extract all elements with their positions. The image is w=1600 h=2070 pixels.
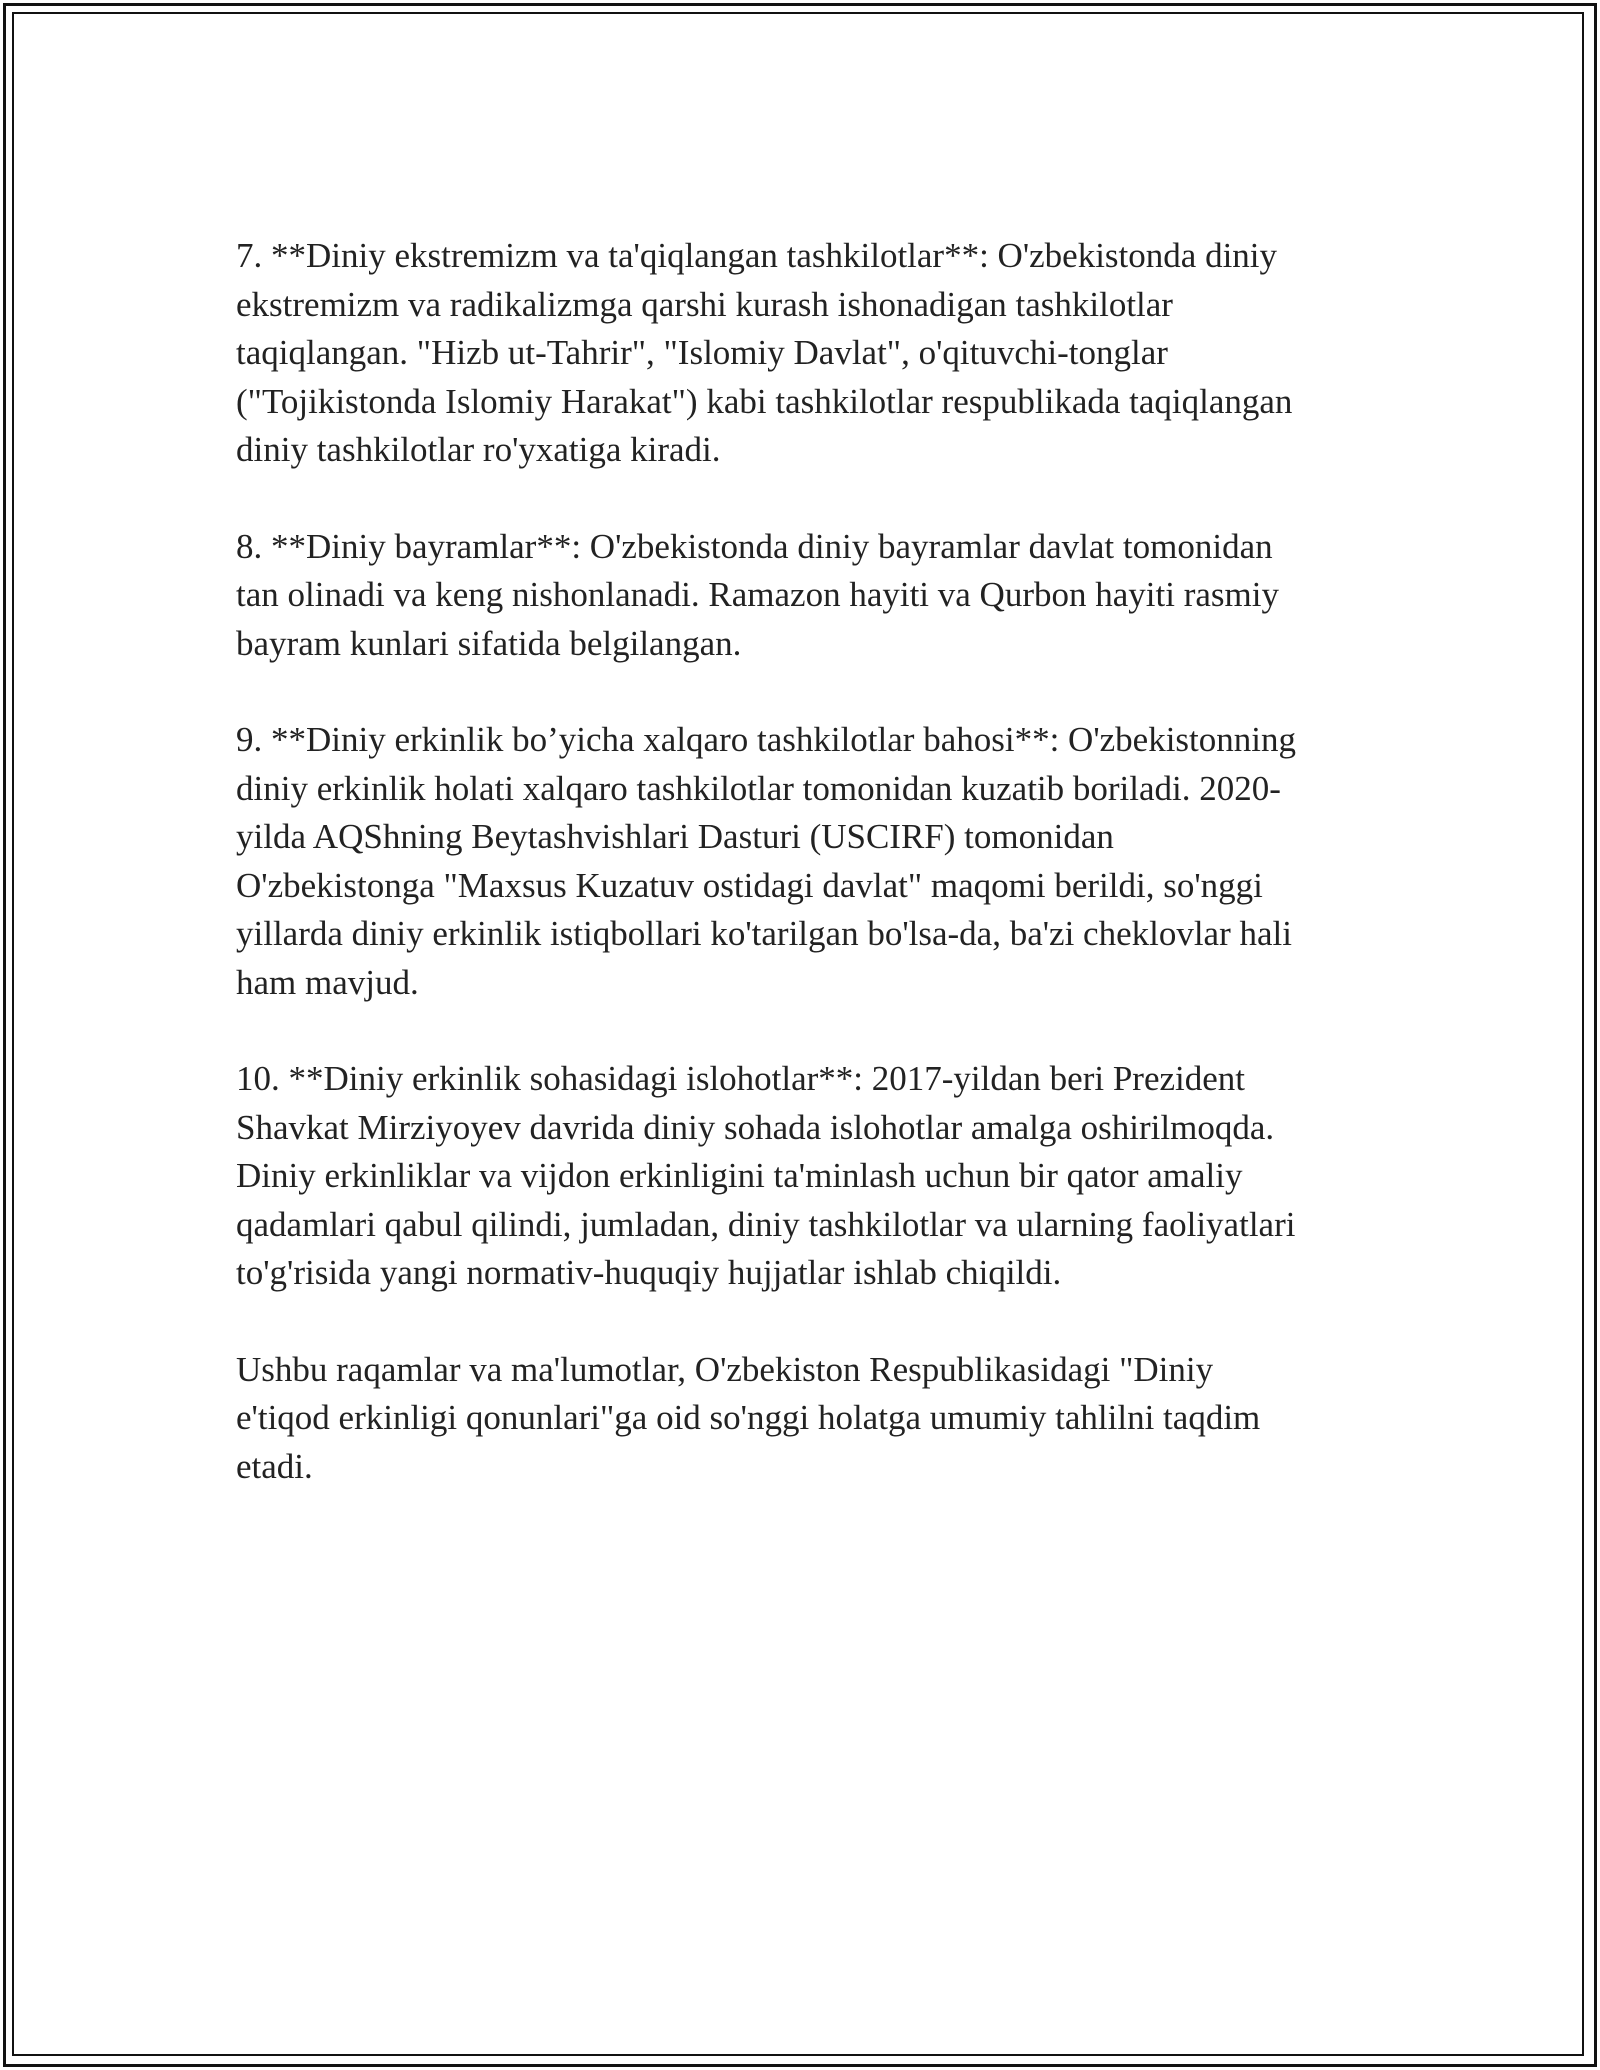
paragraph-item-9: 9. **Diniy erkinlik bo’yicha xalqaro tashkilotlar bahosi**: O'zbekistonning diniy erkinlik holati xalqaro tashkilotlar tomonidan kuzatib boriladi. 2020- yilda AQShning Beytashvishlari Dasturi (USCIRF) tomonidan O'zbekistonga "Maxsus Kuzatuv ostidagi davlat" maqomi berildi, so'nggi yillarda diniy erkinlik istiqbollari ko'tarilgan bo'lsa-da, ba'zi cheklovlar hali ham mavjud. xyxy=(236,720,1296,1002)
paragraph-item-10: 10. **Diniy erkinlik sohasidagi islohotlar**: 2017-yildan beri Prezident Shavkat Mirziyoyev davrida diniy sohada islohotlar amalga oshirilmoqda. Diniy erkinliklar va vijdon erkinligini ta'minlash uchun bir qator amaliy qadamlari qabul qilindi, jumladan, diniy tashkilotlar va ularning faoliyatlari to'g'risida yangi normativ-huquqiy hujjatlar ishlab chiqildi. xyxy=(236,1059,1296,1292)
summary-paragraph: Ushbu raqamlar va ma'lumotlar, O'zbekiston Respublikasidagi "Diniy e'tiqod erkinligi qonunlari"ga oid so'nggi holatga umumiy tahlilni taqdim etadi. xyxy=(236,1349,1261,1486)
paragraph-item-8: 8. **Diniy bayramlar**: O'zbekistonda diniy bayramlar davlat tomonidan tan olinadi va keng nishonlanadi. Ramazon hayiti va Qurbon hayiti rasmiy bayram kunlari sifatida belgilangan. xyxy=(236,526,1279,663)
paragraph-item-7: 7. **Diniy ekstremizm va ta'qiqlangan tashkilotlar**: O'zbekistonda diniy ekstremizm va radikalizmga qarshi kurash ishonadigan tashkilotlar taqiqlangan. "Hizb ut-Tahrir", "Islomiy Davlat", o'qituvchi-tonglar ("Tojikistonda Islomiy Harakat") kabi tashkilotlar respublikada taqiqlangan diniy tashkilotlar ro'yxatiga kiradi. xyxy=(236,236,1293,469)
document-body xyxy=(236,232,1356,1539)
